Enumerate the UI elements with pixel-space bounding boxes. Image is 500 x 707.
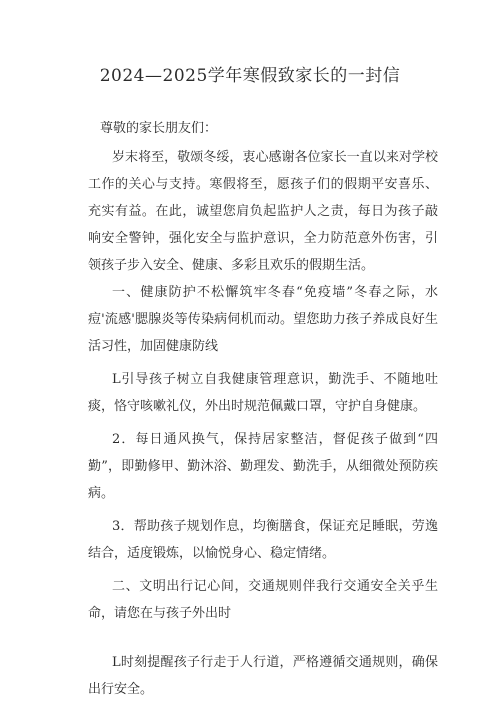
paragraph-traffic-item-1: L时刻提醒孩子行走于人行道，严格遵循交通规则，确保出行安全。: [88, 655, 438, 697]
salutation: 尊敬的家长朋友们：: [100, 121, 218, 136]
paragraph-health-item-3: 3．帮助孩子规划作息，均衡膳食，保证充足睡眠，劳逸结合，适度锻炼，以愉悦身心、稳定情绪。: [88, 519, 438, 561]
paragraph-health-item-1: L引导孩子树立自我健康管理意识，勤洗手、不随地吐痰，恪守咳嗽礼仪，外出时规范佩戴口罩，守护自身健康。: [88, 372, 438, 414]
paragraph-intro: 岁末将至，敬颂冬绥，衷心感谢各位家长一直以来对学校工作的关心与支持。寒假将至，愿孩子们的假期平安喜乐、充实有益。在此，诚望您肩负起监护人之责，每日为孩子敲响安全警钟，强化安全与监护意识，全力防范意外伤害，引领孩子步入安全、健康、多彩且欢乐的假期生活。: [88, 150, 438, 273]
letter-body: [88, 117, 438, 703]
paragraph-health-item-2: 2．每日通风换气，保持居家整洁，督促孩子做到“四勤”，即勤修甲、勤沐浴、勤理发、勤洗手，从细微处预防疾病。: [88, 432, 438, 501]
page-title: 2024—2025学年寒假致家长的一封信: [99, 66, 401, 86]
paragraph-traffic-heading: 二、文明出行记心间，交通规则伴我行交通安全关乎生命，请您在与孩子外出时: [88, 579, 438, 621]
paragraph-health-heading: 一、健康防护不松懈筑牢冬春“免疫墙”冬春之际，水痘'流感'腮腺炎等传染病伺机而动。望您助力孩子养成良好生活习性，加固健康防线: [88, 285, 438, 354]
